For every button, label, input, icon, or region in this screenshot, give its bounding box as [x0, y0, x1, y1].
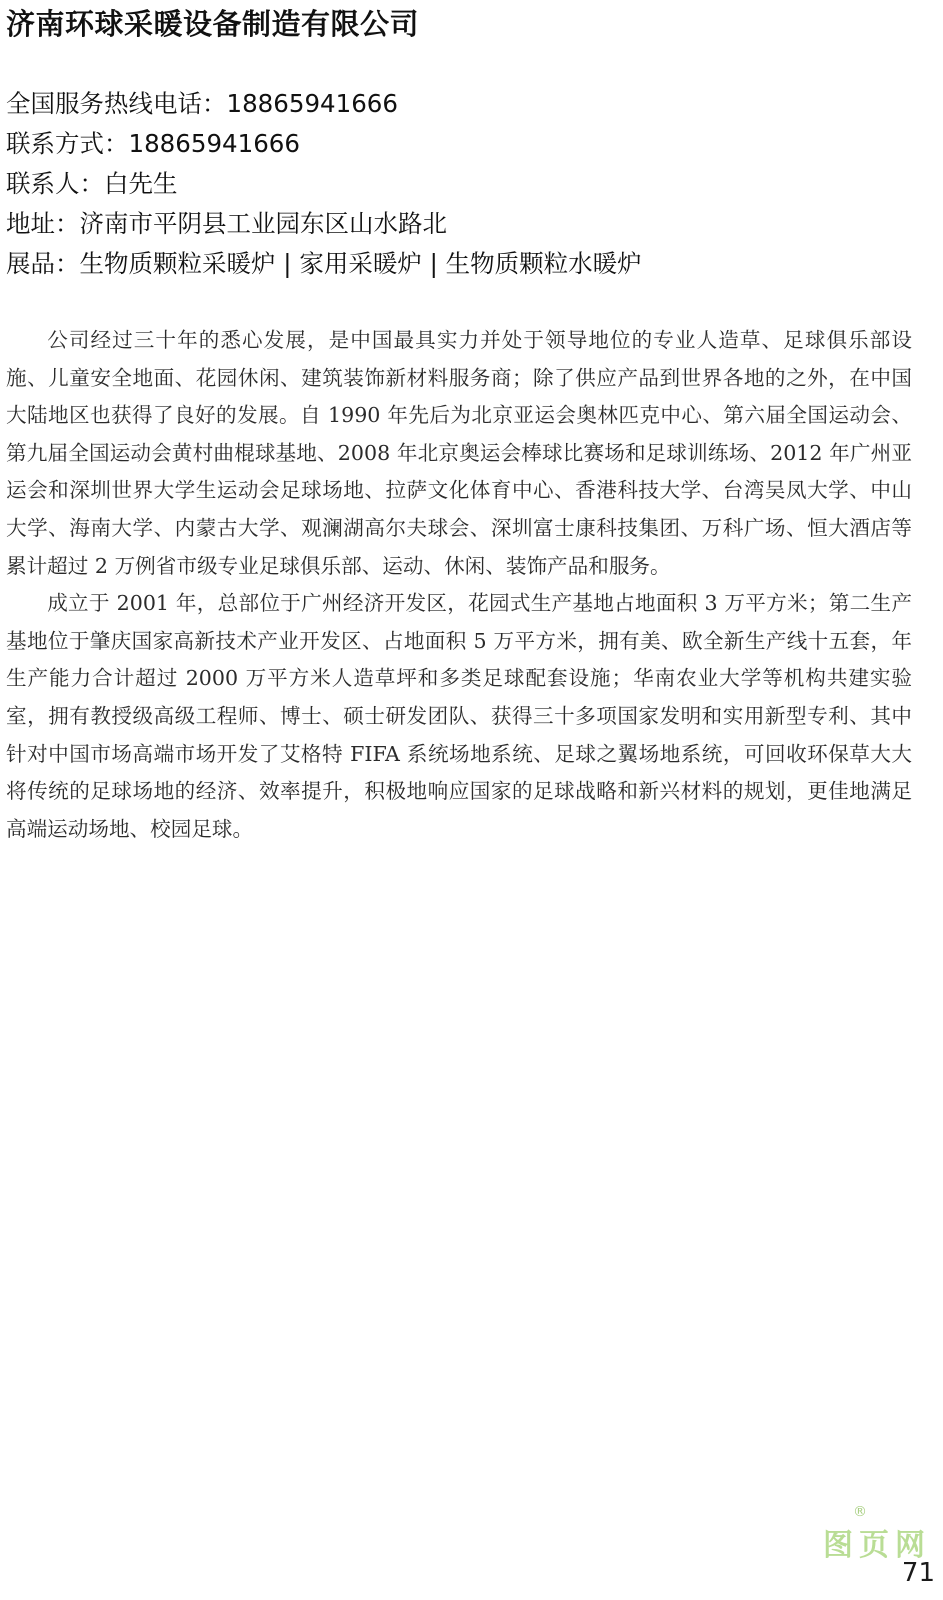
- page-number: 71: [901, 1558, 935, 1588]
- phone-value: 18865941666: [128, 129, 300, 158]
- hotline-label: 全国服务热线电话：: [6, 89, 227, 118]
- contact-person-line: [6, 164, 926, 204]
- description-paragraph: 公司经过三十年的悉心发展，是中国最具实力并处于领导地位的专业人造草、足球俱乐部设施、儿童安全地面、花园休闲、建筑装饰新材料服务商；除了供应产品到世界各地的之外，在中国大陆地区也获得了良好的发展。自 1990 年先后为北京亚运会奥林匹克中心、第六届全国运动会、第九届全国运动会黄村曲棍球基地、2008 年北京奥运会棒球比赛场和足球训练场、2012 年广州亚运会和深圳世界大学生运动会足球场地、拉萨文化体育中心、香港科技大学、台湾吴凤大学、中山大学、海南大学、内蒙古大学、观澜湖高尔夫球会、深圳富士康科技集团、万科广场、恒大酒店等累计超过 2 万例省市级专业足球俱乐部、运动、休闲、装饰产品和服务。: [6, 328, 912, 578]
- phone-line: [6, 124, 926, 164]
- address-label: 地址：: [6, 209, 80, 238]
- products-value: 生物质颗粒采暖炉 | 家用采暖炉 | 生物质颗粒水暖炉: [79, 249, 642, 278]
- phone-label: 联系方式：: [6, 129, 129, 158]
- registered-mark: ®: [853, 1504, 867, 1520]
- products-line: [6, 244, 926, 284]
- hotline-line: [6, 84, 926, 124]
- description-paragraph: 成立于 2001 年，总部位于广州经济开发区，花园式生产基地占地面积 3 万平方米；第二生产基地位于肇庆国家高新技术产业开发区、占地面积 5 万平方米，拥有美、欧全新生产线十五套，年生产能力合计超过 2000 万平方米人造草坪和多类足球配套设施；华南农业大学等机构共建实验室，拥有教授级高级工程师、博士、硕士研发团队、获得三十多项国家发明和实用新型专利、其中针对中国市场高端市场开发了艾格特 FIFA 系统场地系统、足球之翼场地系统，可回收环保草大大将传统的足球场地的经济、效率提升，积极地响应国家的足球战略和新兴材料的规划，更佳地满足高端运动场地、校园足球。: [6, 591, 912, 841]
- address-value: 济南市平阴县工业园东区山水路北: [79, 209, 447, 238]
- company-title: 济南环球采暖设备制造有限公司: [6, 7, 420, 41]
- contact-person-label: 联系人：: [6, 169, 104, 198]
- watermark-text: 图页网: [823, 1528, 931, 1563]
- products-label: 展品：: [6, 249, 80, 278]
- contact-info: [6, 84, 926, 284]
- company-description: [6, 322, 912, 848]
- address-line: [6, 204, 926, 244]
- hotline-value: 18865941666: [226, 89, 398, 118]
- contact-person-value: 白先生: [104, 169, 178, 198]
